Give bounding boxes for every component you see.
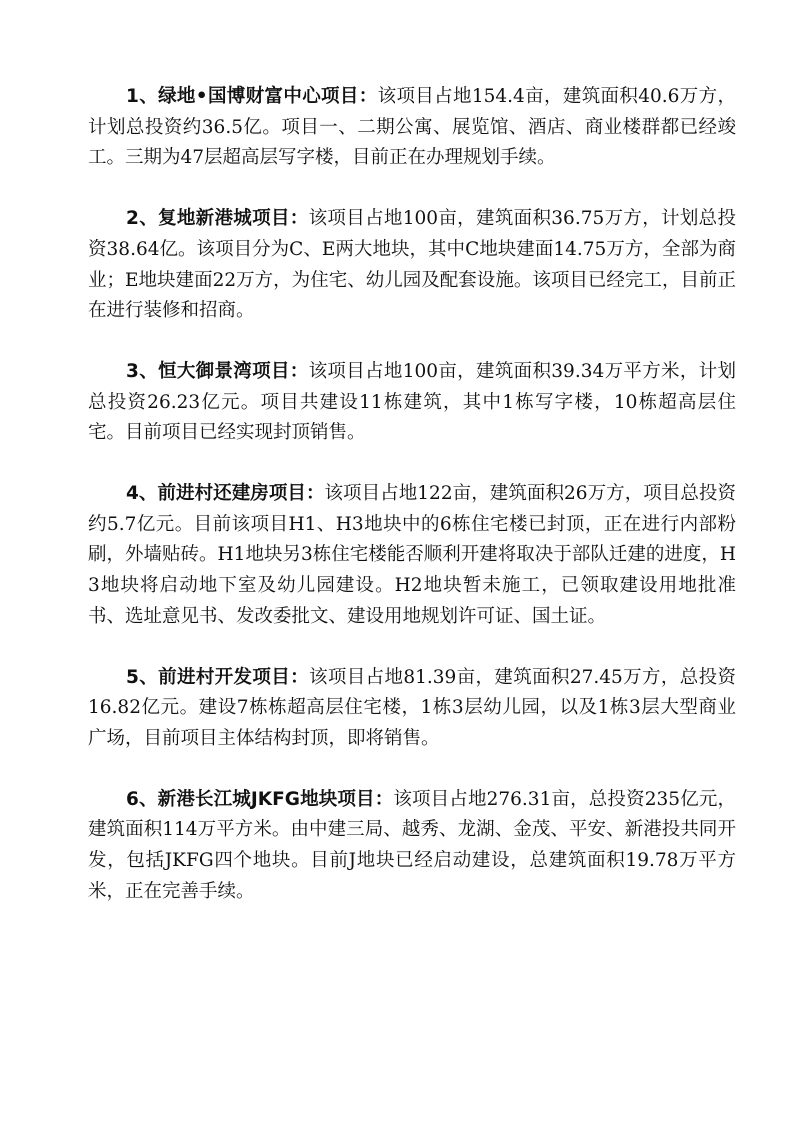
project-body-2: 该项目占地100亩，建筑面积36.75万方，计划总投资38.64亿。该项目分为C、E两大地块，其中C地块建面14.75万方，全部为商业；E地块建面22万方，为住宅、幼儿园及配套设施。该项目已经完工，目前正在进行装修和招商。 [88,208,737,322]
project-paragraph-2 [88,204,736,327]
project-paragraph-3 [88,357,736,449]
project-heading-1: 1、绿地•国博财富中心项目： [126,86,378,107]
project-body-1: 该项目占地154.4亩，建筑面积40.6万方，计划总投资约36.5亿。项目一、二期公寓、展览馆、酒店、商业楼群都已经竣工。三期为47层超高层写字楼，目前正在办理规划手续。 [88,86,736,169]
project-paragraph-1 [88,82,736,174]
project-paragraph-6 [88,785,736,908]
project-heading-3: 3、恒大御景湾项目： [126,360,309,382]
project-body-4: 该项目占地122亩，建筑面积26万方，项目总投资约5.7亿元。目前该项目H1、H3地块中的6栋住宅楼已封顶，正在进行内部粉刷，外墙贴砖。H1地块另3栋住宅楼能否顺利开建将取决于部队迁建的进度，H3地块将启动地下室及幼儿园建设。H2地块暂未施工，已领取建设用地批准书、选址意见书、发改委批文、建设用地规划许可证、国土证。 [88,483,736,627]
project-heading-5: 5、前进村开发项目： [126,666,310,688]
project-paragraph-4 [88,479,736,633]
project-body-6: 该项目占地276.31亩，总投资235亿元，建筑面积114万平方米。由中建三局、越秀、龙湖、金茂、平安、新港投共同开发，包括JKFG四个地块。目前J地块已经启动建设，总建筑面积19.78万平方米，正在完善手续。 [88,788,736,902]
project-body-3: 该项目占地100亩，建筑面积39.34万平方米，计划总投资26.23亿元。项目共建设11栋建筑，其中1栋写字楼，10栋超高层住宅。目前项目已经实现封顶销售。 [88,360,737,444]
project-paragraph-5 [88,663,736,755]
project-heading-6: 6、新港长江城JKFG地块项目： [126,788,394,810]
project-heading-2: 2、复地新港城项目： [126,208,309,230]
document-page [88,82,736,937]
project-body-5: 该项目占地81.39亩，建筑面积27.45万方，总投资16.82亿元。建设7栋栋超高层住宅楼，1栋3层幼儿园，以及1栋3层大型商业广场，目前项目主体结构封顶，即将销售。 [88,666,736,749]
project-heading-4: 4、前进村还建房项目： [126,483,325,505]
